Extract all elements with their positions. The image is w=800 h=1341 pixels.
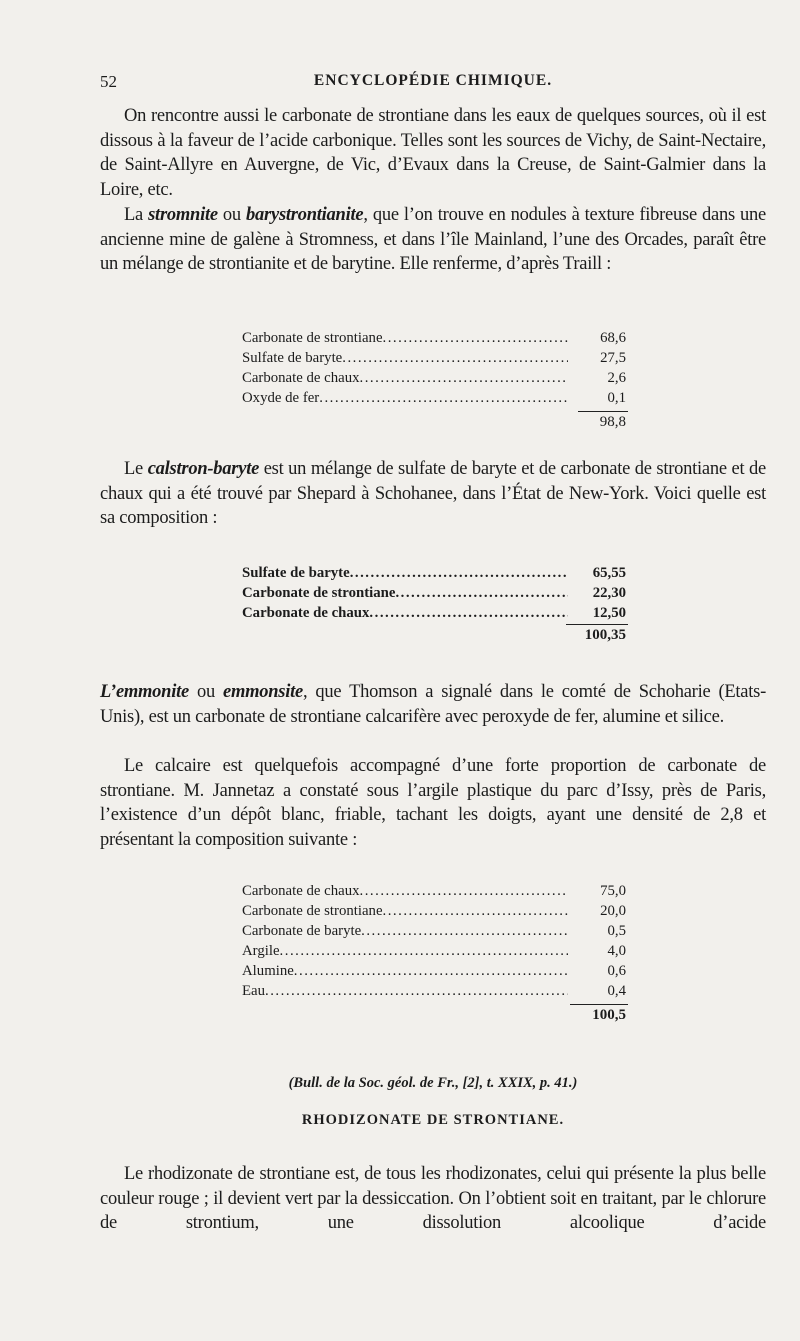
paragraph-calstron-baryte (100, 457, 766, 531)
row-value: 0,4 (607, 983, 626, 999)
term-barystrontianite: barystrontianite (246, 205, 364, 225)
table-row (242, 583, 626, 603)
table-row (242, 563, 626, 583)
composition-table-shepard (242, 563, 626, 623)
term-calstron-baryte: calstron-baryte (147, 459, 260, 479)
paragraph-text: , que Thomson a signalé dans le comté de Schoharie (Etats-Unis), est un carbonate de strontiane calcarifère avec peroxyde de fer, alumine et silice. (100, 682, 767, 727)
paragraph-emmonite (100, 680, 766, 729)
term-emmonsite: emmonsite (223, 682, 304, 702)
row-value: 68,6 (600, 330, 626, 346)
total-rule (566, 624, 628, 625)
table-row (242, 603, 626, 623)
table-total: 100,35 (584, 627, 626, 643)
row-name: Carbonate de baryte (242, 923, 362, 939)
section-title: RHODIZONATE DE STRONTIANE. (301, 1112, 565, 1128)
table-total: 100,5 (592, 1007, 626, 1023)
table-row (242, 328, 626, 348)
paragraph-text: Le calcaire est quelquefois accompagné d’une forte proportion de carbonate de strontiane. M. Jannetaz a constaté sous l’argile plastique du parc d’Issy, près de Paris, l’existence d’un dépôt blanc, friable, tachant les doigts, ayant une densité de 2,8 et présentant la composition suivante : (100, 756, 766, 850)
row-name: Carbonate de chaux (242, 605, 370, 621)
paragraph-text: On rencontre aussi le carbonate de strontiane dans les eaux de quelques sources, où il est dissous à la faveur de l’acide carbonique. Telles sont les sources de Vichy, de Saint-Nectaire, de Saint-Allyre en Auvergne, de Vic, d’Evaux dans la Creuse, de Saint-Galmier dans la Loire, etc. (100, 106, 766, 200)
row-value: 0,5 (607, 923, 626, 939)
row-value: 0,1 (607, 390, 626, 406)
row-value: 20,0 (600, 903, 626, 919)
running-title: ENCYCLOPÉDIE CHIMIQUE. (313, 72, 553, 89)
paragraph-connector: ou (217, 205, 247, 225)
paragraph-lead: Le (124, 459, 148, 479)
row-value: 0,6 (607, 963, 626, 979)
row-value: 12,50 (592, 605, 626, 621)
paragraph-rhodizonate (100, 1162, 766, 1236)
row-name: Alumine (242, 963, 294, 979)
table-row (242, 388, 626, 408)
row-name: Carbonate de strontiane (242, 903, 383, 919)
row-name: Carbonate de chaux (242, 370, 360, 386)
page-header (100, 72, 766, 94)
paragraph-lead: La (124, 205, 149, 225)
paragraph-connector: ou (188, 682, 224, 702)
table-row (242, 901, 626, 921)
row-value: 2,6 (607, 370, 626, 386)
table-row (242, 941, 626, 961)
row-name: Eau (242, 983, 266, 999)
row-name: Carbonate de strontiane (242, 585, 396, 601)
table-total: 98,8 (599, 414, 626, 430)
composition-table-jannetaz (242, 881, 626, 1001)
table-row (242, 368, 626, 388)
row-value: 22,30 (592, 585, 626, 601)
term-emmonite: L’emmonite (100, 682, 189, 702)
table-row (242, 961, 626, 981)
total-rule (570, 1004, 628, 1005)
table-row (242, 881, 626, 901)
row-value: 4,0 (607, 943, 626, 959)
total-rule (578, 411, 628, 412)
row-value: 75,0 (600, 883, 626, 899)
row-value: 65,55 (592, 565, 626, 581)
paragraph-stromnite (100, 203, 766, 277)
row-name: Oxyde de fer (242, 390, 320, 406)
row-value: 27,5 (600, 350, 626, 366)
term-stromnite: stromnite (148, 205, 218, 225)
paragraph-text: est un mélange de sulfate de baryte et de carbonate de strontiane et de chaux qui a été trouvé par Shepard à Schohanee, dans l’État de New-York. Voici quelle est sa composition : (100, 459, 766, 529)
table-row (242, 981, 626, 1001)
row-name: Sulfate de baryte (242, 350, 343, 366)
page-number: 52 (100, 72, 117, 91)
citation: (Bull. de la Soc. géol. de Fr., [2], t. XXIX, p. 41.) (288, 1075, 578, 1091)
paragraph-carbonate-sources (100, 104, 766, 202)
row-name: Carbonate de strontiane (242, 330, 383, 346)
table-row (242, 348, 626, 368)
paragraph-jannetaz (100, 754, 766, 852)
table-row (242, 921, 626, 941)
paragraph-text: , que l’on trouve en nodules à texture fibreuse dans une ancienne mine de galène à Stromness, et dans l’île Mainland, l’une des Orcades, paraît être un mélange de strontianite et de barytine. Elle renferme, d’après Traill : (100, 205, 766, 275)
row-name: Argile (242, 943, 280, 959)
row-name: Carbonate de chaux (242, 883, 360, 899)
composition-table-traill (242, 328, 626, 408)
paragraph-text: Le rhodizonate de strontiane est, de tous les rhodizonates, celui qui présente la plus belle couleur rouge ; il devient vert par la dessiccation. On l’obtient soit en traitant, par le chlorure de strontium, une dissolution alcoolique d’acide (100, 1164, 766, 1234)
row-name: Sulfate de baryte (242, 565, 350, 581)
